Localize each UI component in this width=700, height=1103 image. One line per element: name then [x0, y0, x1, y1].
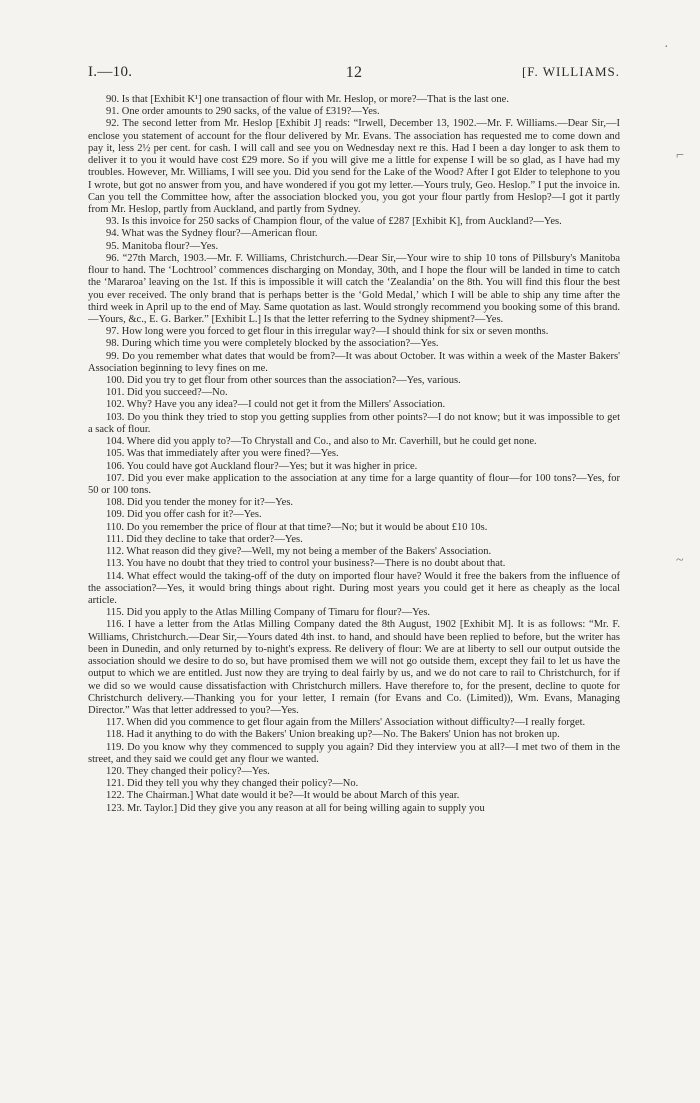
testimony-paragraph: 115. Did you apply to the Atlas Milling Company of Timaru for flour?—Yes. — [106, 607, 431, 619]
testimony-paragraph: 95. Manitoba flour?—Yes. — [106, 240, 219, 252]
testimony-paragraph: 93. Is this invoice for 250 sacks of Champion flour, of the value of £287 [Exhibit K], from Auckland?—Yes. — [106, 216, 562, 228]
testimony-paragraph: 101. Did you succeed?—No. — [106, 387, 228, 399]
testimony-paragraph: 96. “27th March, 1903.—Mr. F. Williams, Christchurch.—Dear Sir,—Your wire to ship 10 tons of Pillsbury's Manitoba flour to hand. The ‘Lochtrool’ commences discharging on Monday, 30th, and I hope the flour will be landed in time to catch the ‘Mararoa’ leaving on the 1st. If this is impossible it will catch the ‘Zealandia’ on the 8th. You will find this flour the best you ever received. The only brand that is perhaps better is the ‘Gold Medal,’ which I will be able to ship any time after the third week in April up to the end of May. Same quotation as last. Would strongly recommend you booking some of this brand.—Yours, &c., E. G. Barker.” [Exhibit L.] Is that the letter referring to the Sydney shipment?—Yes. — [88, 252, 620, 325]
testimony-paragraph: 102. Why? Have you any idea?—I could not get it from the Millers' Association. — [106, 399, 446, 411]
page-number: 12 — [345, 64, 363, 81]
testimony-paragraph: 105. Was that immediately after you were fined?—Yes. — [106, 448, 339, 460]
testimony-paragraph: 97. How long were you forced to get flour in this irregular way?—I should think for six or seven months. — [106, 326, 549, 338]
testimony-paragraph: 92. The second letter from Mr. Heslop [Exhibit J] reads: “Irwell, December 13, 1902.—Mr. F. Williams.—Dear Sir,—I enclose you statement of account for the flour delivered by Mr. Evans. The association has requested me to come down and pay it, less 2½ per cent. for cash. I will call and see you on Wednesday next re this. Had I been a day longer to ask them to deliver it to you it would have cost £29 more. So if you will give me a little for expense I will be so glad, as I have had my troubles. However, Mr. Williams, I will see you. Did you send for the Lake of the Wood? After I got Elder to telephone to you I wrote, but got no answer from you, and have wondered if you got my letter.—Yours truly, Geo. Heslop.” I put the invoice in. Can you tell the Committee how, after the association blocked you, you got your flour partly from Heslop?—I got it partly from Mr. Heslop, partly from Auckland, and partly from Sydney. — [88, 118, 620, 215]
testimony-paragraph: 90. Is that [Exhibit K¹] one transaction of flour with Mr. Heslop, or more?—That is the last one. — [106, 94, 509, 105]
testimony-paragraph: 113. You have no doubt that they tried to control your business?—There is no doubt about that. — [106, 558, 506, 570]
testimony-paragraph: 119. Do you know why they commenced to supply you again? Did they interview you at all?—I met two of them in the street, and they said we could get any flour we wanted. — [88, 741, 620, 765]
testimony-body — [88, 94, 620, 815]
testimony-paragraph: 121. Did they tell you why they changed their policy?—No. — [106, 778, 359, 790]
testimony-paragraph: 104. Where did you apply to?—To Chrystall and Co., and also to Mr. Caverhill, but he could get none. — [106, 436, 537, 448]
page-header — [88, 64, 620, 84]
margin-mark: · — [664, 40, 669, 55]
testimony-paragraph: 103. Do you think they tried to stop you getting supplies from other points?—I do not know; but it was impossible to get a sack of flour. — [88, 411, 620, 435]
testimony-paragraph: 117. When did you commence to get flour again from the Millers' Association without difficulty?—I really forget. — [106, 717, 586, 729]
testimony-paragraph: 116. I have a letter from the Atlas Milling Company dated the 8th August, 1902 [Exhibit M]. It is as follows: “Mr. F. Williams, Christchurch.—Dear Sir,—Yours dated 4th inst. to hand, and should have been replied to before, but the writer has been in Dunedin, and only returned by to-night's express. Re delivery of flour: We are at liberty to sell our output outside the association should we desire to do so, but have promised them we will not go outside them, except they fail to let us have the output to which we are entitled. Just now they are trying to deal fairly by us, and we do not care to rail to Christchurch, for if we did so we would cause dissatisfaction with Christchurch millers. Have therefore to, for the present, decline to quote for Christchurch delivery.—Thanking you for your letter, I remain (for Evans and Co. (Limited)), Wm. Evans, Managing Director.” Was that letter addressed to you?—Yes. — [88, 619, 620, 716]
testimony-paragraph: 91. One order amounts to 290 sacks, of the value of £319?—Yes. — [106, 106, 380, 118]
testimony-paragraph: 100. Did you try to get flour from other sources than the association?—Yes, various. — [106, 375, 461, 387]
testimony-paragraph: 123. Mr. Taylor.] Did they give you any reason at all for being willing again to supply you — [106, 802, 485, 814]
testimony-paragraph: 122. The Chairman.] What date would it be?—It would be about March of this year. — [106, 790, 460, 802]
testimony-paragraph: 108. Did you tender the money for it?—Yes. — [106, 497, 294, 509]
testimony-paragraph: 107. Did you ever make application to the association at any time for a large quantity of flour—for 100 tons?—Yes, for 50 or 100 tons. — [88, 472, 620, 496]
testimony-paragraph: 94. What was the Sydney flour?—American flour. — [106, 228, 318, 240]
testimony-paragraph: 106. You could have got Auckland flour?—Yes; but it was higher in price. — [106, 460, 418, 472]
testimony-paragraph: 109. Did you offer cash for it?—Yes. — [106, 509, 262, 521]
testimony-paragraph: 110. Do you remember the price of flour at that time?—No; but it would be about £10 10s. — [106, 521, 488, 533]
testimony-paragraph: 111. Did they decline to take that order?—Yes. — [106, 533, 303, 545]
testimony-paragraph: 120. They changed their policy?—Yes. — [106, 766, 270, 778]
margin-mark: ⌐ — [676, 148, 684, 163]
testimony-paragraph: 99. Do you remember what dates that would be from?—It was about October. It was within a week of the Master Bakers' Association beginning to levy fines on me. — [88, 350, 620, 374]
paper-reference: I.—10. — [88, 64, 133, 80]
testimony-paragraph: 114. What effect would the taking-off of the duty on imported flour have? Would it free the bakers from the influence of the association?—Yes, it would bring things about right. During most years you could get it here as cheaply as the local article. — [88, 570, 620, 606]
testimony-paragraph: 118. Had it anything to do with the Bakers' Union breaking up?—No. The Bakers' Union has not broken up. — [106, 729, 560, 741]
margin-mark: ~ — [676, 553, 684, 568]
testimony-paragraph: 112. What reason did they give?—Well, my not being a member of the Bakers' Association. — [106, 546, 492, 558]
testimony-paragraph: 98. During which time you were completely blocked by the association?—Yes. — [106, 338, 439, 350]
witness-name: [F. WILLIAMS. — [521, 64, 620, 79]
